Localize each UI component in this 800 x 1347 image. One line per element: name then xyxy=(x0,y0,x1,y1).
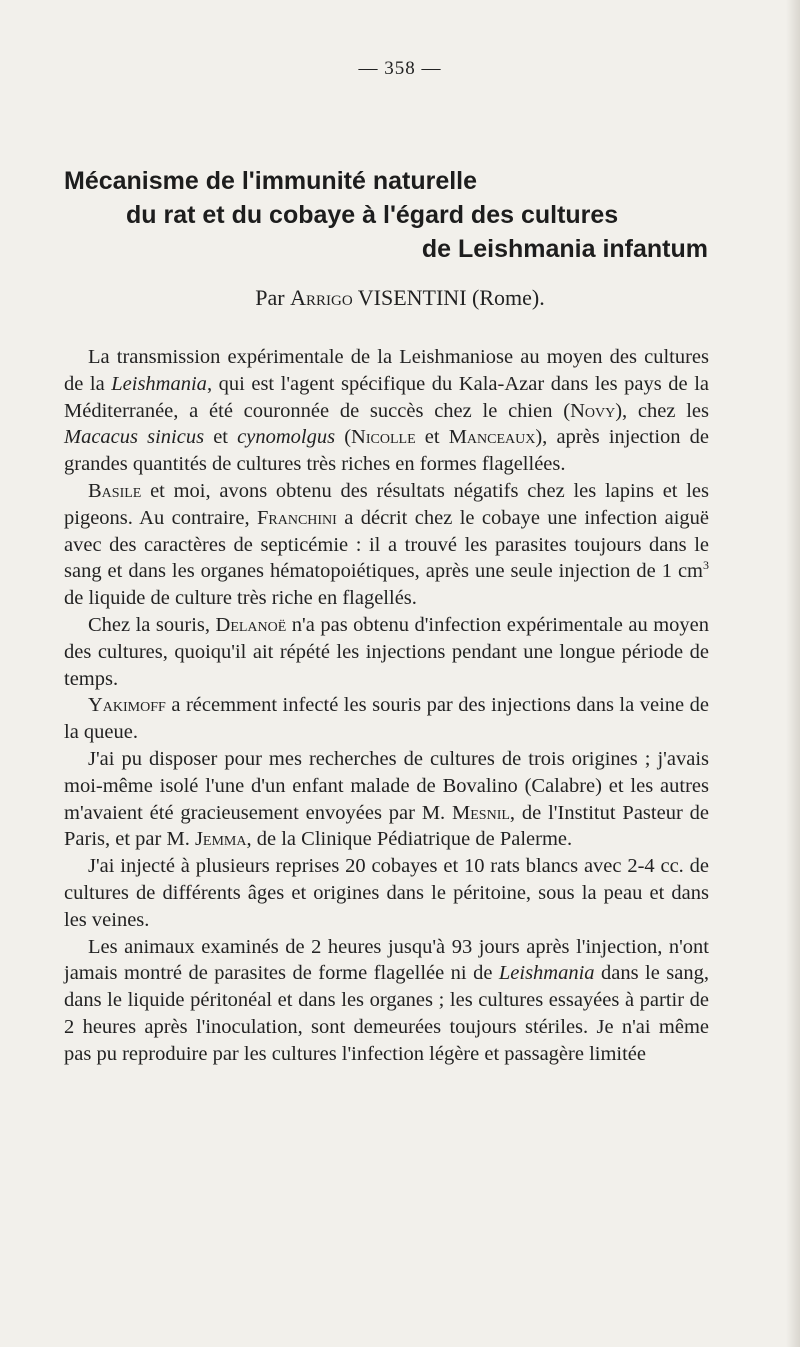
byline-prefix: Par xyxy=(255,285,285,310)
paragraph-text: , de l'Institut Pasteur de Paris, et par M. xyxy=(64,801,709,851)
body-paragraph xyxy=(64,746,709,853)
body-paragraph xyxy=(64,934,709,1068)
author-citation: Nicolle xyxy=(351,426,416,449)
paragraph-text: , qui est l'agent spécifique du Kala-Azar dans les pays de la Méditerranée, a été couronnée de succès chez le chien ( xyxy=(64,372,709,422)
italic-text: Macacus sinicus xyxy=(64,426,205,449)
author-citation: Delanoë xyxy=(215,613,287,636)
paragraph-text: ), après injection de grandes quantités de cultures très riches en formes flagellées. xyxy=(64,426,710,476)
superscript: 3 xyxy=(703,558,709,573)
byline xyxy=(0,285,800,311)
body-paragraph xyxy=(64,344,709,478)
page-number: — 358 — xyxy=(358,58,442,79)
paragraph-text: n'a pas obtenu d'infection expérimentale au moyen des cultures, quoiqu'il ait répété les injections pendant une longue période de temps. xyxy=(64,613,709,690)
body-paragraph xyxy=(64,692,709,746)
paragraph-text: J'ai pu disposer pour mes recherches de cultures de trois origines ; j'avais moi-même isolé l'une d'un enfant malade de Bovalino (Calabre) et les autres m'avaient été gracieusement envoyées par M. xyxy=(64,747,709,824)
author-citation: Manceaux xyxy=(448,426,536,449)
author-first-name: Arrigo xyxy=(290,285,353,310)
italic-text: Leishmania xyxy=(498,962,595,985)
author-citation: Yakimoff xyxy=(88,694,166,717)
author-last-name: VISENTINI xyxy=(357,285,467,310)
title-line-3: de Leishmania infantum xyxy=(421,235,708,263)
paragraph-text: , de la Clinique Pédiatrique de Palerme. xyxy=(246,828,573,851)
paragraph-text: a récemment infecté les souris par des injections dans la veine de la queue. xyxy=(64,694,709,744)
paragraph-text: et xyxy=(204,426,238,449)
article-title xyxy=(64,164,708,266)
italic-text: cynomolgus xyxy=(237,426,336,449)
paragraph-text: Les animaux examinés de 2 heures jusqu'à 93 jours après l'injection, n'ont jamais montré de parasites de forme flagellée ni de xyxy=(64,935,709,985)
title-line-2: du rat et du cobaye à l'égard des cultures xyxy=(126,201,619,229)
author-citation: Basile xyxy=(88,479,142,502)
paragraph-text: ), chez les xyxy=(615,399,710,422)
author-citation: Mesnil xyxy=(452,801,510,824)
paragraph-text: La transmission expérimentale de la Leishmaniose au moyen des cultures de la xyxy=(64,346,709,395)
paragraph-text: et moi, avons obtenu des résultats négatifs chez les lapins et les pigeons. Au contraire, xyxy=(64,479,709,529)
author-citation: Novy xyxy=(570,399,616,422)
title-line-1: Mécanisme de l'immunité naturelle xyxy=(64,167,478,195)
paragraph-text: et xyxy=(415,426,449,449)
author-citation: Franchini xyxy=(256,506,337,529)
page-edge-shadow xyxy=(786,0,800,1347)
paragraph-text: de liquide de culture très riche en flagellés. xyxy=(64,587,417,610)
paragraph-text: Chez la souris, xyxy=(88,613,216,636)
author-citation: Jemma xyxy=(194,828,247,851)
author-affiliation: (Rome). xyxy=(472,285,545,310)
paragraph-text: a décrit chez le cobaye une infection aiguë avec des caractères de septicémie : il a trouvé les parasites toujours dans le sang et dans les organes hématopoiétiques, après une seule injection de 1 cm xyxy=(64,506,709,583)
paragraph-text: J'ai injecté à plusieurs reprises 20 cobayes et 10 rats blancs avec 2-4 cc. de cultures de différents âges et origines dans le péritoine, sous la peau et dans les veines. xyxy=(64,855,709,931)
article-body xyxy=(64,344,709,1068)
paragraph-text: ( xyxy=(335,426,352,449)
body-paragraph xyxy=(64,853,709,933)
italic-text: Leishmania xyxy=(111,372,207,395)
body-paragraph xyxy=(64,612,709,692)
paragraph-text: dans le sang, dans le liquide péritonéal et dans les organes ; les cultures essayées à partir de 2 heures après l'inoculation, sont demeurées toujours stériles. Je n'ai même pas pu reproduire par les cultures l'infection légère et passagère limitée xyxy=(64,962,709,1065)
body-paragraph xyxy=(64,478,709,612)
